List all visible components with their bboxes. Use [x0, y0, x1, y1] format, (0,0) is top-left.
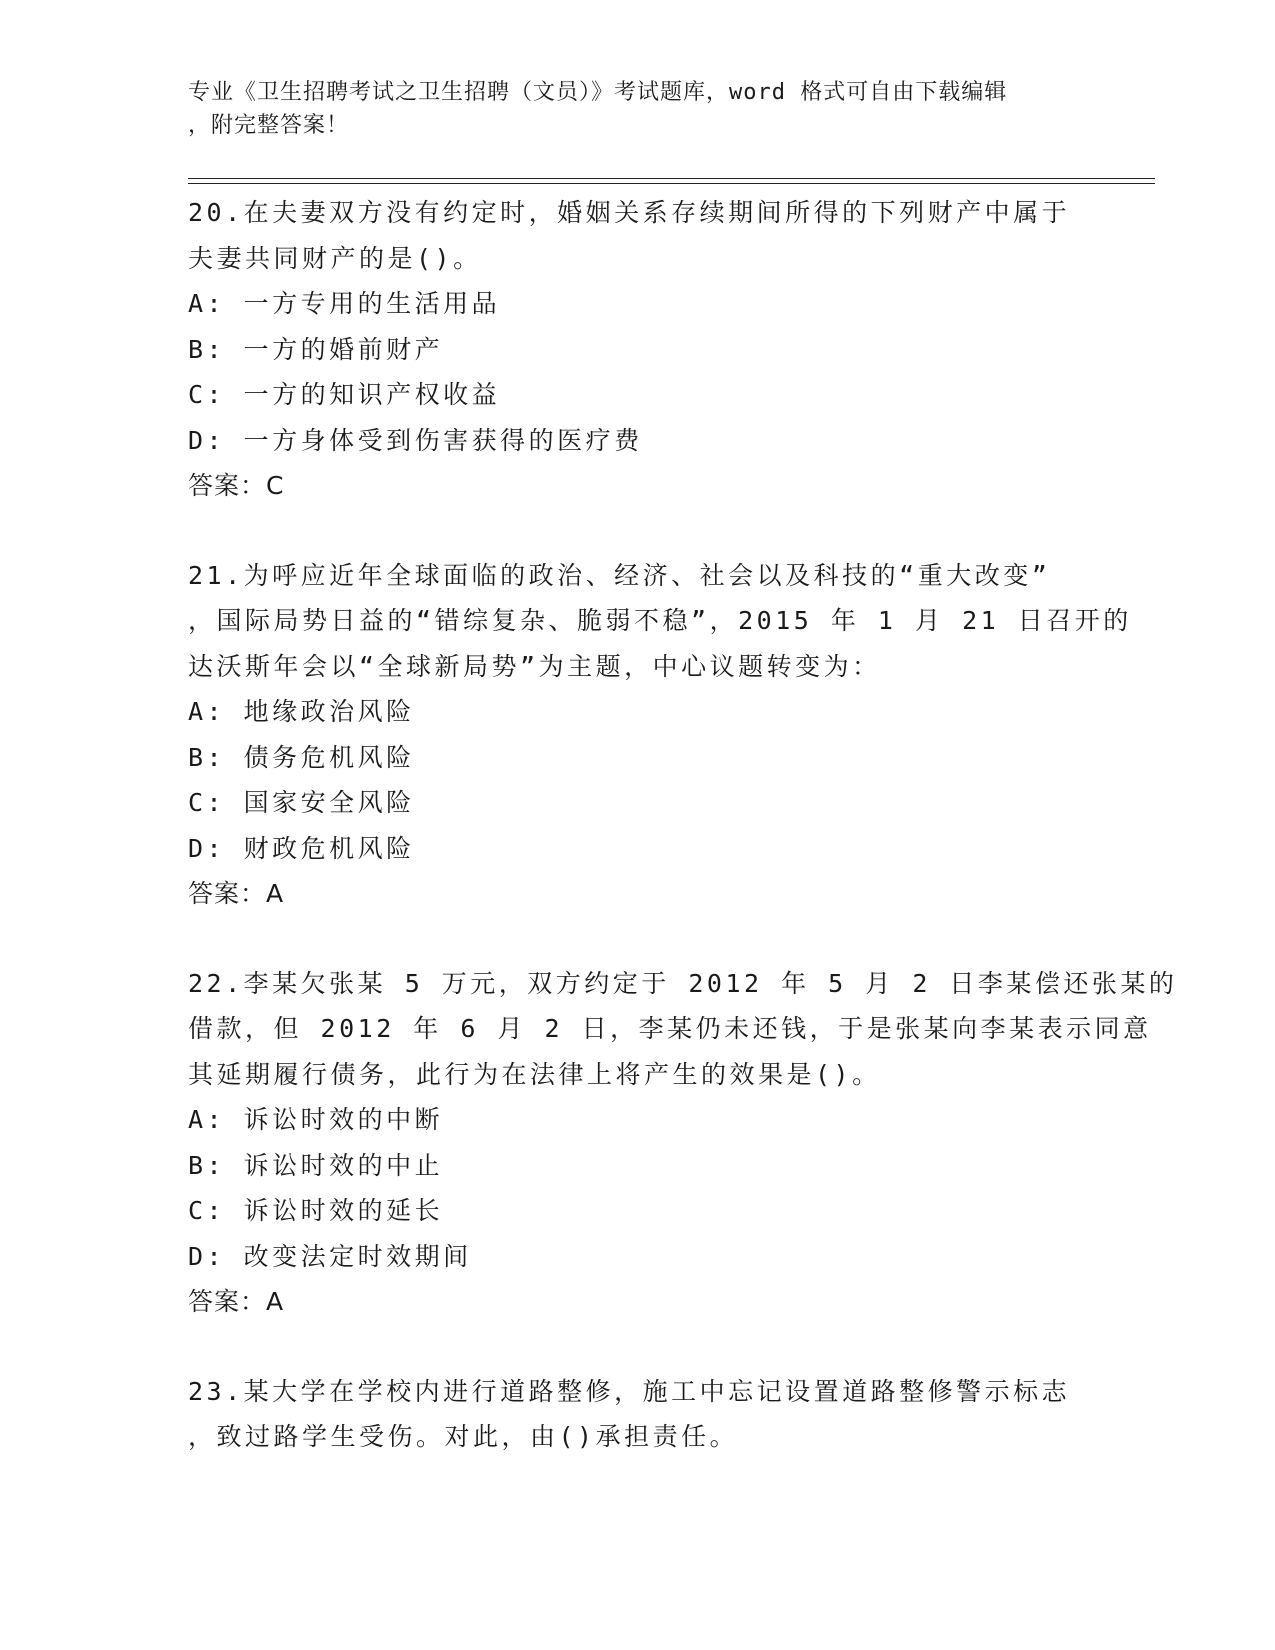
option-a: A: 地缘政治风险: [188, 697, 415, 726]
question-text: 达沃斯年会以“全球新局势”为主题，中心议题转变为：: [188, 651, 881, 681]
question-text: ，致过路学生受伤。对此，由()承担责任。: [188, 1422, 739, 1451]
option-a: A: 一方专用的生活用品: [188, 289, 501, 318]
question-text: 21.为呼应近年全球面临的政治、经济、社会以及科技的“重大改变”: [188, 560, 1051, 590]
header-divider: [188, 183, 1155, 184]
question-list: [188, 190, 1178, 1460]
answer-text: 答案：A: [188, 879, 285, 908]
option-d: D: 一方身体受到伤害获得的医疗费: [188, 425, 643, 455]
option-d: D: 改变法定时效期间: [188, 1241, 472, 1271]
option-b: B: 一方的婚前财产: [188, 334, 444, 364]
header-divider: [188, 178, 1155, 179]
question-22: [188, 961, 1178, 1325]
header-line: 专业《卫生招聘考试之卫生招聘（文员）》考试题库，word 格式可自由下载编辑: [188, 80, 1008, 105]
question-text: 23.某大学在学校内进行道路整修，施工中忘记设置道路整修警示标志: [188, 1376, 1071, 1406]
answer-text: 答案：C: [188, 471, 285, 500]
question-23: [188, 1369, 1148, 1460]
option-a: A: 诉讼时效的中断: [188, 1105, 444, 1134]
option-b: B: 诉讼时效的中止: [188, 1150, 444, 1180]
document-header: [188, 76, 1088, 142]
question-gap: [188, 509, 1148, 553]
option-c: C: 诉讼时效的延长: [188, 1196, 444, 1225]
question-gap: [188, 917, 1148, 961]
question-text: 20.在夫妻双方没有约定时，婚姻关系存续期间所得的下列财产中属于: [188, 198, 1071, 227]
question-21: [188, 553, 1148, 917]
option-c: C: 一方的知识产权收益: [188, 380, 501, 409]
question-text: 其延期履行债务，此行为在法律上将产生的效果是()。: [188, 1059, 881, 1089]
option-b: B: 债务危机风险: [188, 742, 415, 772]
answer-text: 答案：A: [188, 1287, 285, 1316]
question-20: [188, 190, 1148, 509]
question-text: ，国际局势日益的“错综复杂、脆弱不稳”，2015 年 1 月 21 日召开的: [188, 606, 1132, 635]
question-text: 借款，但 2012 年 6 月 2 日，李某仍未还钱，于是张某向李某表示同意: [188, 1014, 1152, 1043]
header-line: ，附完整答案！: [188, 113, 350, 138]
question-gap: [188, 1325, 1148, 1369]
question-text: 夫妻共同财产的是()。: [188, 243, 482, 273]
option-d: D: 财政危机风险: [188, 833, 415, 863]
question-text: 22.李某欠张某 5 万元，双方约定于 2012 年 5 月 2 日李某偿还张某的: [188, 968, 1178, 998]
option-c: C: 国家安全风险: [188, 788, 415, 817]
